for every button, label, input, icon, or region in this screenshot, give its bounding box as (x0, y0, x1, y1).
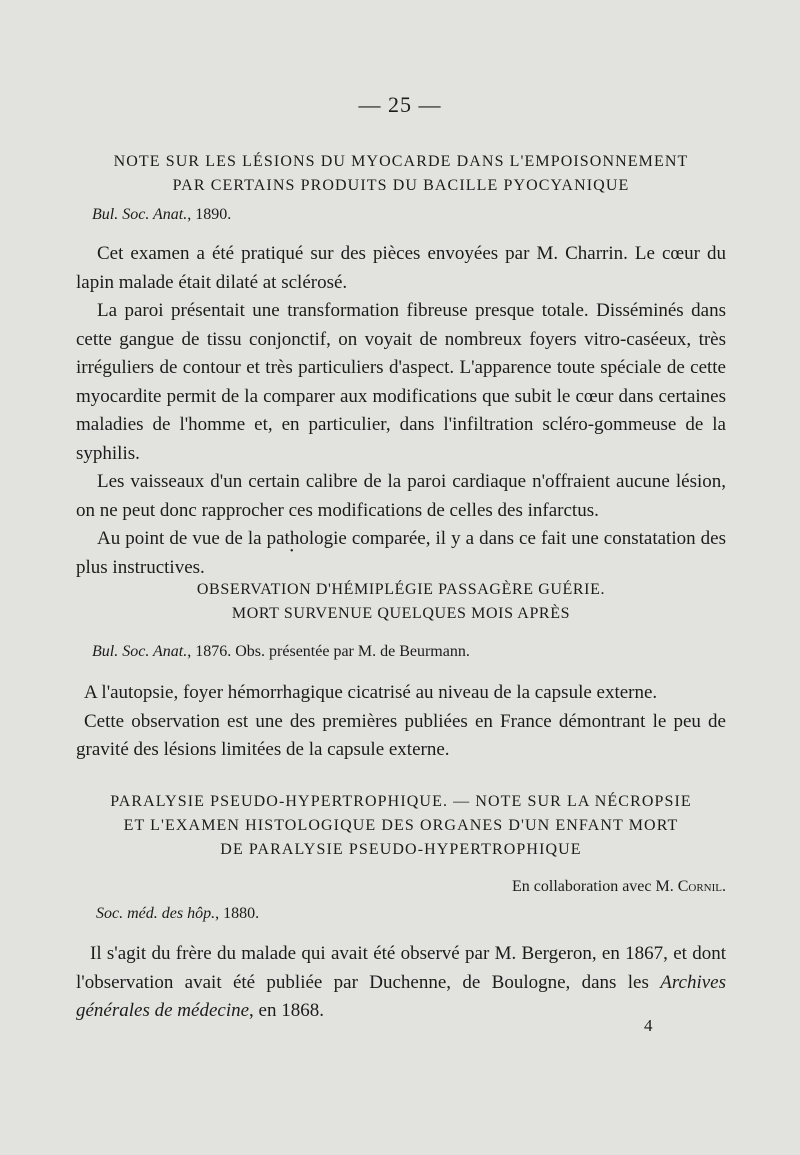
section-body (76, 240, 726, 582)
collaboration-line (76, 878, 726, 896)
paragraph (76, 940, 726, 1026)
title-line: OBSERVATION D'HÉMIPLÉGIE PASSAGÈRE GUÉRIE. (196, 581, 606, 598)
section-title (76, 150, 726, 198)
reference-details: , 1876. Obs. présentée par M. de Beurmann. (187, 643, 470, 660)
paragraph: A l'autopsie, foyer hémorrhagique cicatrisé au niveau de la capsule externe. (84, 682, 658, 703)
paragraph: La paroi présentait une transformation fibreuse presque totale. Disséminés dans cette gangue de tissu conjonctif, on voyait de nombreux foyers vitro-caséeux, très irréguliers de contour et très particuliers d'aspect. L'apparence toute spéciale de cette myocardite permit de la comparer aux modifications que subit le cœur dans certaines maladies de l'homme et, en particulier, dans l'infiltration scléro-gommeuse de la syphilis. (76, 300, 726, 464)
reference-details: , 1880. (215, 905, 260, 922)
reference-line (92, 643, 742, 661)
section-paralysie (76, 790, 726, 862)
signature-mark: 4 (644, 1016, 653, 1035)
title-line: NOTE SUR LES LÉSIONS DU MYOCARDE DANS L'EMPOISONNEMENT (113, 153, 689, 170)
reference-source: Soc. méd. des hôp. (96, 905, 216, 922)
title-line: PAR CERTAINS PRODUITS DU BACILLE PYOCYANIQUE (172, 177, 630, 194)
title-line: MORT SURVENUE QUELQUES MOIS APRÈS (231, 605, 571, 622)
section-title (76, 578, 726, 626)
reference-source: Bul. Soc. Anat. (92, 643, 188, 660)
collaborator-name: Cornil. (677, 878, 726, 895)
title-line: PARALYSIE PSEUDO-HYPERTROPHIQUE. — NOTE SUR LA NÉCROPSIE (110, 793, 692, 810)
paragraph: Cette observation est une des premières publiées en France démontrant le peu de gravité des lésions limitées de la capsule externe. (76, 710, 726, 760)
section-body (76, 679, 726, 765)
page-number: — 25 — (358, 92, 442, 117)
journal-title: Archives générales de médecine (76, 971, 726, 1021)
title-line: ET L'EXAMEN HISTOLOGIQUE DES ORGANES D'UN ENFANT MORT (123, 817, 679, 834)
paragraph-text: Il s'agit du frère du malade qui avait été observé par M. Bergeron, en 1867, et dont l'observation avait été publiée par Duchenne, de Boulogne, dans les (76, 943, 726, 993)
paragraph: Au point de vue de la pathologie comparée, il y a dans ce fait une constatation des plus instructives. (76, 528, 726, 578)
section-title (76, 790, 726, 862)
reference-line (92, 206, 742, 224)
paragraph-text: , en 1868. (249, 1000, 324, 1021)
reference-details: , 1890. (187, 206, 232, 223)
section-body (76, 940, 726, 1026)
reference-source: Bul. Soc. Anat. (92, 206, 188, 223)
stray-mark: • (290, 546, 294, 557)
section-myocarde (76, 150, 726, 198)
title-line: DE PARALYSIE PSEUDO-HYPERTROPHIQUE (220, 841, 582, 858)
section-hemiplegie (76, 578, 726, 626)
paragraph: Cet examen a été pratiqué sur des pièces envoyées par M. Charrin. Le cœur du lapin malade était dilaté at sclérosé. (76, 243, 726, 293)
collaboration-prefix: En collaboration avec M. (512, 878, 674, 895)
reference-line (96, 905, 746, 923)
paragraph: Les vaisseaux d'un certain calibre de la paroi cardiaque n'offraient aucune lésion, on ne peut donc rapprocher ces modifications de celles des infarctus. (76, 471, 726, 521)
